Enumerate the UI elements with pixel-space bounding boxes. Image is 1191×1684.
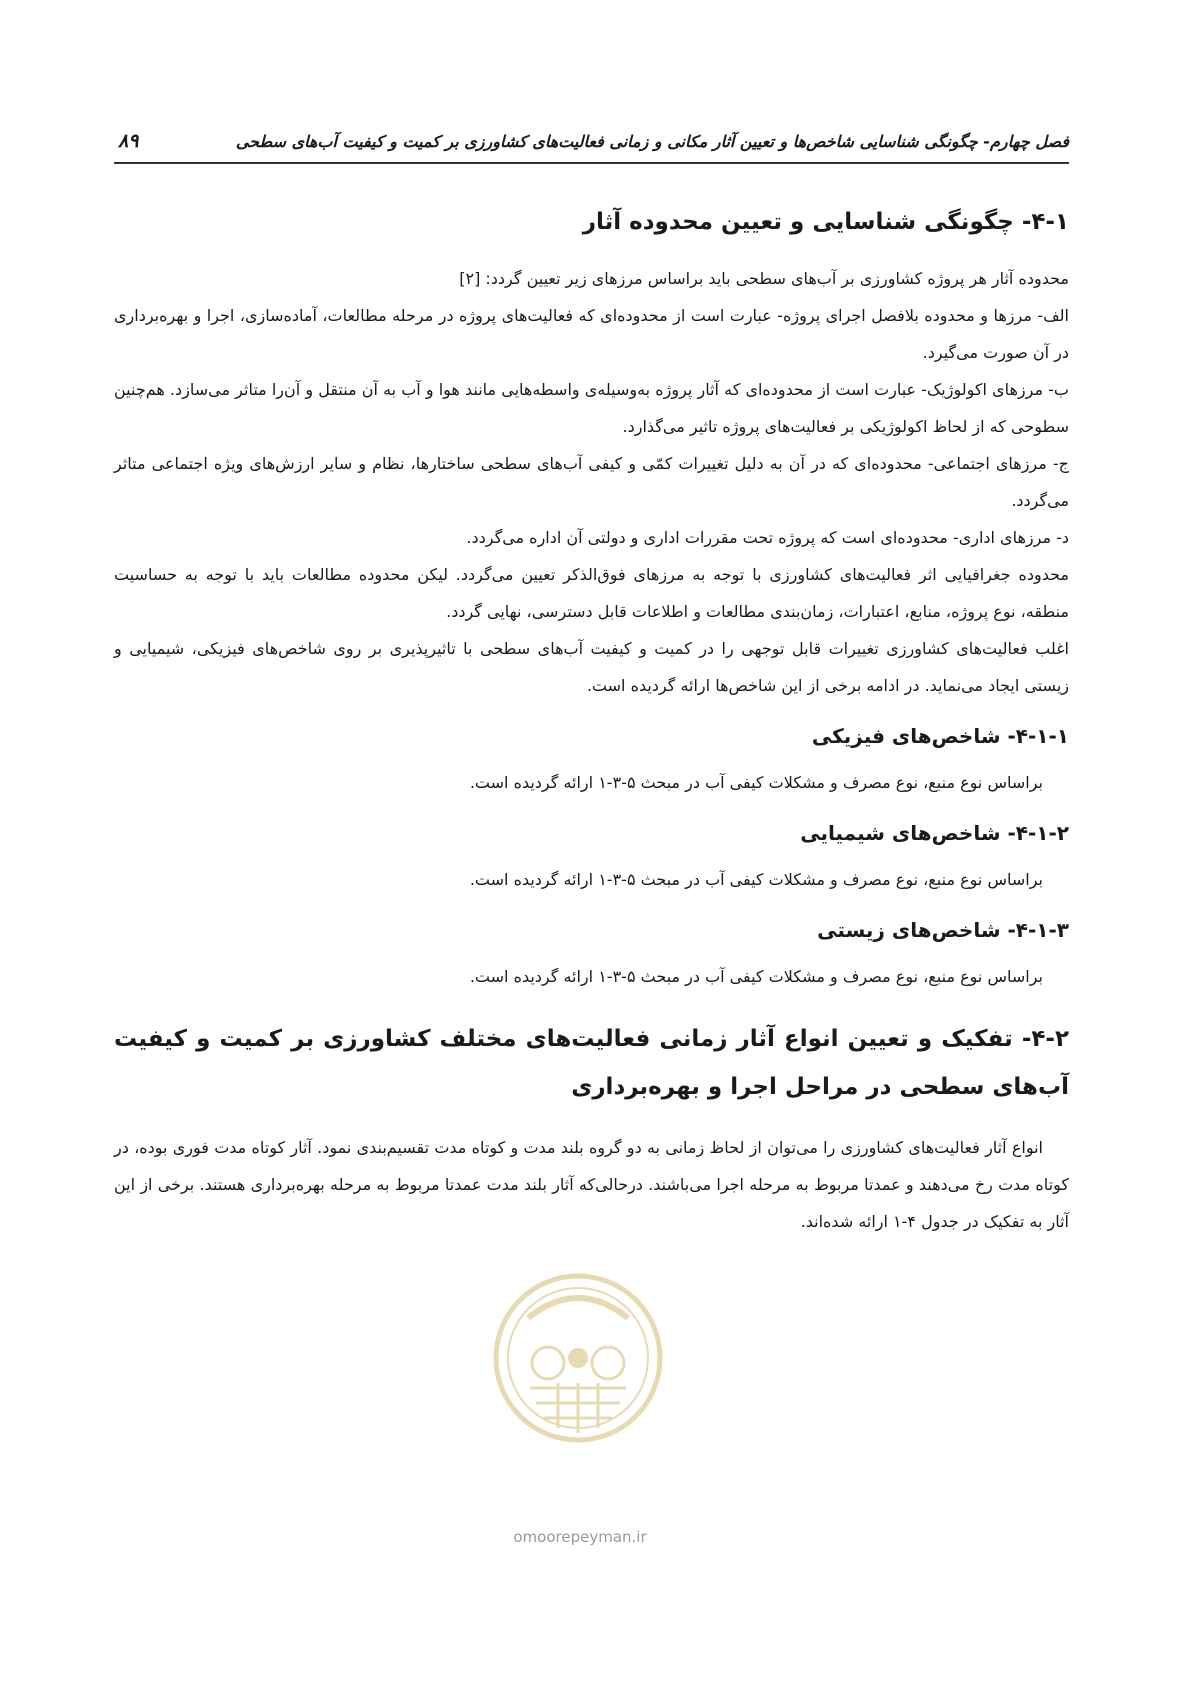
running-title: فصل چهارم- چگونگی شناسایی شاخص‌ها و تعیین آثار مکانی و زمانی فعالیت‌های کشاورزی بر کمیت و کیفیت آب‌های سطحی [235,132,1069,151]
running-header [114,128,1069,164]
paragraph: محدوده جغرافیایی اثر فعالیت‌های کشاورزی با توجه به مرزهای فوق‌الذکر تعیین می‌گردد. لیکن محدوده مطالعات باید با توجه به حساسیت منطقه، نوع پروژه، منابع، اعتبارات، زمان‌بندی مطالعات و اطلاعات قابل دسترسی، نهایی گردد. [114,565,1069,621]
paragraph: اغلب فعالیت‌های کشاورزی تغییرات قابل توجهی را در کمیت و کیفیت آب‌های سطحی با تاثیرپذیری بر روی شاخص‌های فیزیکی، شیمیایی و زیستی ایجاد می‌نماید. در ادامه برخی از این شاخص‌ها ارائه گردیده است. [114,639,1069,695]
paragraph: الف- مرزها و محدوده بلافصل اجرای پروژه- عبارت است از محدوده‌ای که فعالیت‌های پروژه در مرحله مطالعات، آماده‌سازی، اجرا و بهره‌برداری در آن صورت می‌گیرد. [114,306,1069,362]
watermark-url: omoorepeyman.ir [513,1528,647,1546]
paragraph: محدوده آثار هر پروژه کشاورزی بر آب‌های سطحی باید براساس مرزهای زیر تعیین گردد: [۲] [459,269,1069,288]
paragraph: براساس نوع منبع، نوع مصرف و مشکلات کیفی آب در مبحث ۵-۳-۱ ارائه گردیده است. [469,870,1043,889]
page-number: ۸۹ [118,130,139,152]
section-heading-4-1: ۴-۱- چگونگی شناسایی و تعیین محدوده آثار [582,209,1069,235]
main-content [114,192,1069,1240]
subsection-heading-4-1-3: ۴-۱-۳- شاخص‌های زیستی [817,918,1069,942]
paragraph: براساس نوع منبع، نوع مصرف و مشکلات کیفی آب در مبحث ۵-۳-۱ ارائه گردیده است. [469,773,1043,792]
paragraph: براساس نوع منبع، نوع مصرف و مشکلات کیفی آب در مبحث ۵-۳-۱ ارائه گردیده است. [469,967,1043,986]
section-heading-4-2: ۴-۲- تفکیک و تعیین انواع آثار زمانی فعالیت‌های مختلف کشاورزی بر کمیت و کیفیت آب‌های سطحی در مراحل اجرا و بهره‌برداری [114,1026,1069,1100]
paragraph: د- مرزهای اداری- محدوده‌ای است که پروژه تحت مقررات اداری و دولتی آن اداره می‌گردد. [466,528,1069,547]
paragraph: انواع آثار فعالیت‌های کشاورزی را می‌توان از لحاظ زمانی به دو گروه بلند مدت و کوتاه مدت تقسیم‌بندی نمود. آثار کوتاه مدت فوری بوده، در کوتاه مدت رخ می‌دهند و عمدتا مربوط به مرحله اجرا می‌باشند. درحالی‌که آثار بلند مدت عمدتا مربوط به مرحله بهره‌برداری هستند. برخی از این آثار به تفکیک در جدول ۴-۱ ارائه شده‌اند. [114,1138,1069,1231]
paragraph: ج- مرزهای اجتماعی- محدوده‌ای که در آن به دلیل تغییرات کمّی و کیفی آب‌های سطحی ساختارها، نظام و سایر ارزش‌های ویژه اجتماعی متاثر می‌گردد. [114,454,1069,510]
watermark-seal-icon [488,1258,668,1458]
subsection-heading-4-1-2: ۴-۱-۲- شاخص‌های شیمیایی [800,821,1069,845]
subsection-heading-4-1-1: ۴-۱-۱- شاخص‌های فیزیکی [811,724,1069,748]
paragraph: ب- مرزهای اکولوژیک- عبارت است از محدوده‌ای که آثار پروژه به‌وسیله‌ی واسطه‌هایی مانند هوا و آب به آن منتقل و آن‌را متاثر می‌سازد. هم‌چنین سطوحی که از لحاظ اکولوژیکی بر فعالیت‌های پروژه تاثیر می‌گذارد. [114,380,1069,436]
